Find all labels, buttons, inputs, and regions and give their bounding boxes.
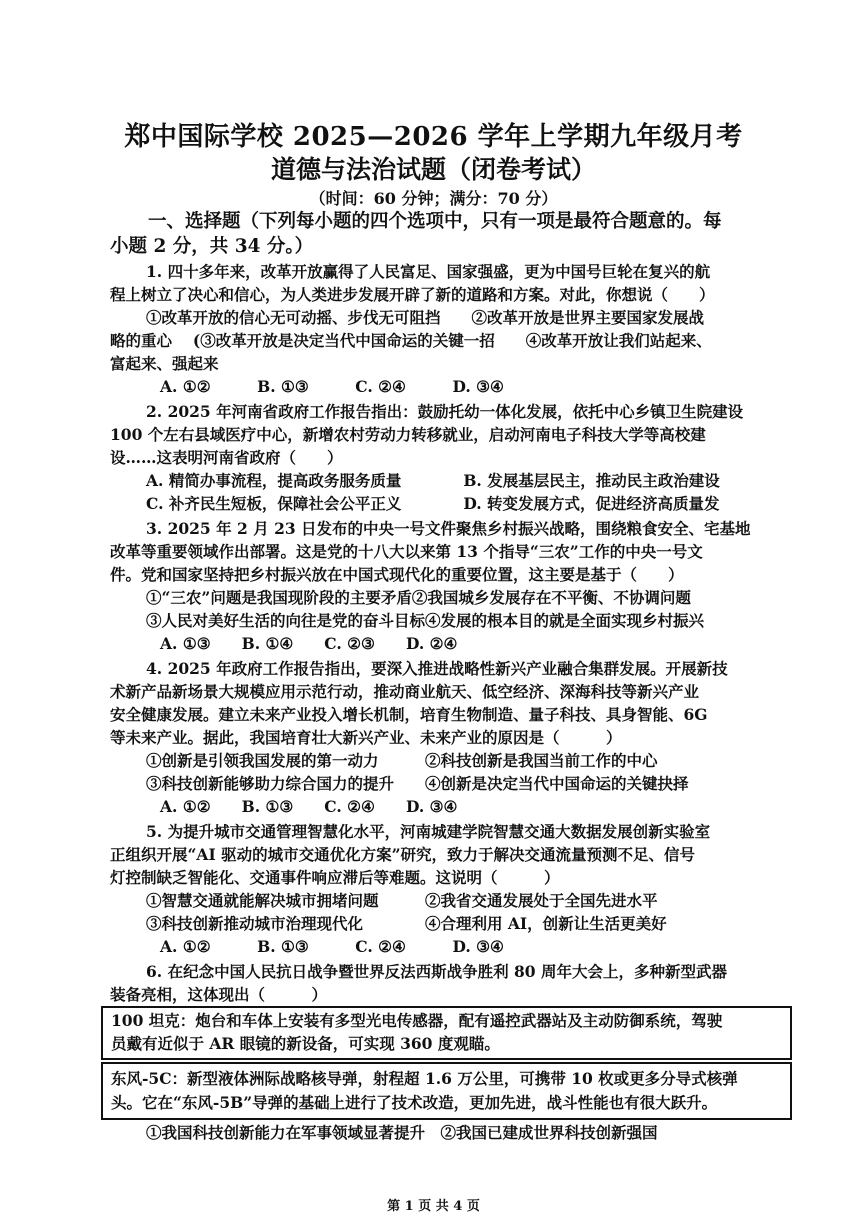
- option-line: ③人民对美好生活的向往是党的奋斗目标④发展的根本目的就是全面实现乡村振兴: [146, 611, 705, 630]
- question-line: 等未来产业。据此，我国培育壮大新兴产业、未来产业的原因是（ ）: [110, 728, 622, 747]
- question-line: 3. 2025 年 2 月 23 日发布的中央一号文件聚焦乡村振兴战略，围绕粮食安全、宅基地: [146, 519, 751, 538]
- question-line: 设……这表明河南省政府（ ）: [110, 448, 343, 467]
- answer-choices: A. 精简办事流程，提高政务服务质量 B. 发展基层民主，推动民主政治建设: [146, 471, 720, 490]
- question-line: 100 个左右县域医疗中心，新增农村劳动力转移就业，启动河南电子科技大学等高校建: [110, 425, 706, 444]
- option-line: ③科技创新推动城市治理现代化 ④合理利用 AI，创新让生活更美好: [146, 914, 667, 933]
- option-line: 富起来、强起来: [110, 354, 219, 373]
- question-line: 4. 2025 年政府工作报告指出，要深入推进战略性新兴产业融合集群发展。开展新技: [146, 659, 728, 678]
- question-line: 装备亮相，这体现出（ ）: [110, 985, 328, 1004]
- question-line: 改革等重要领域作出部署。这是党的十八大以来第 13 个指导“三农”工作的中央一号文: [110, 542, 703, 561]
- option-line: ①创新是引领我国发展的第一动力 ②科技创新是我国当前工作的中心: [146, 751, 658, 770]
- material-line: 东风-5C：新型液体洲际战略核导弹，射程超 1.6 万公里，可携带 10 枚或更多分导式核弹: [111, 1069, 738, 1088]
- exam-meta: （时间：60 分钟；满分：70 分）: [309, 189, 558, 208]
- option-line: ①我国科技创新能力在军事领域显著提升 ②我国已建成世界科技创新强国: [146, 1123, 658, 1142]
- question-line: 件。党和国家坚持把乡村振兴放在中国式现代化的重要位置，这主要是基于（ ）: [110, 565, 684, 584]
- page-footer: 第 1 页 共 4 页: [387, 1199, 480, 1214]
- option-line: ③科技创新能够助力综合国力的提升 ④创新是决定当代中国命运的关键抉择: [146, 774, 689, 793]
- exam-title: 郑中国际学校 2025—2026 学年上学期九年级月考: [124, 122, 743, 152]
- section-title-cont: 小题 2 分，共 34 分。）: [110, 236, 314, 257]
- question-line: 程上树立了决心和信心，为人类进步发展开辟了新的道路和方案。对此，你想说（ ）: [110, 285, 715, 304]
- question-line: 灯控制缺乏智能化、交通事件响应滞后等难题。这说明（ ）: [110, 868, 560, 887]
- material-box-missile: [101, 1062, 792, 1120]
- question-line: 2. 2025 年河南省政府工作报告指出：鼓励托幼一体化发展，依托中心乡镇卫生院建设: [146, 402, 744, 421]
- material-line: 100 坦克：炮台和车体上安装有多型光电传感器，配有遥控武器站及主动防御系统，驾驶: [111, 1011, 723, 1030]
- material-box-tank: [101, 1006, 792, 1060]
- question-line: 6. 在纪念中国人民抗日战争暨世界反法西斯战争胜利 80 周年大会上，多种新型武器: [146, 962, 727, 981]
- option-line: ①智慧交通就能解决城市拥堵问题 ②我省交通发展处于全国先进水平: [146, 891, 658, 910]
- answer-choices: C. 补齐民生短板，保障社会公平正义 D. 转变发展方式，促进经济高质量发: [146, 494, 720, 513]
- option-line: ①“三农”问题是我国现阶段的主要矛盾②我国城乡发展存在不平衡、不协调问题: [146, 588, 691, 607]
- question-line: 术新产品新场景大规模应用示范行动，推动商业航天、低空经济、深海科技等新兴产业: [110, 682, 700, 701]
- exam-subject: 道德与法治试题（闭卷考试）: [270, 155, 596, 184]
- material-line: 员戴有近似于 AR 眼镜的新设备，可实现 360 度观瞄。: [111, 1034, 500, 1053]
- material-line: 头。它在“东风-5B”导弹的基础上进行了技术改造，更加先进，战斗性能也有很大跃升。: [111, 1093, 718, 1112]
- question-line: 正组织开展“AI 驱动的城市交通优化方案”研究，致力于解决交通流量预测不足、信号: [110, 845, 696, 864]
- option-line: ①改革开放的信心无可动摇、步伐无可阻挡 ②改革开放是世界主要国家发展战: [146, 308, 705, 327]
- answer-choices: A. ①② B. ①③ C. ②④ D. ③④: [160, 937, 504, 956]
- answer-choices: A. ①② B. ①③ C. ②④ D. ③④: [160, 377, 504, 396]
- question-line: 1. 四十多年来，改革开放赢得了人民富足、国家强盛，更为中国号巨轮在复兴的航: [146, 262, 711, 281]
- section-title: 一、选择题（下列每小题的四个选项中，只有一项是最符合题意的。每: [148, 211, 722, 232]
- answer-choices: A. ①② B. ①③ C. ②④ D. ③④: [160, 797, 458, 816]
- option-line: 略的重心 (③改革开放是决定当代中国命运的关键一招 ④改革开放让我们站起来、: [110, 331, 712, 350]
- question-line: 安全健康发展。建立未来产业投入增长机制，培育生物制造、量子科技、具身智能、6G: [110, 705, 708, 724]
- answer-choices: A. ①③ B. ①④ C. ②③ D. ②④: [160, 634, 458, 653]
- question-line: 5. 为提升城市交通管理智慧化水平，河南城建学院智慧交通大数据发展创新实验室: [146, 822, 711, 841]
